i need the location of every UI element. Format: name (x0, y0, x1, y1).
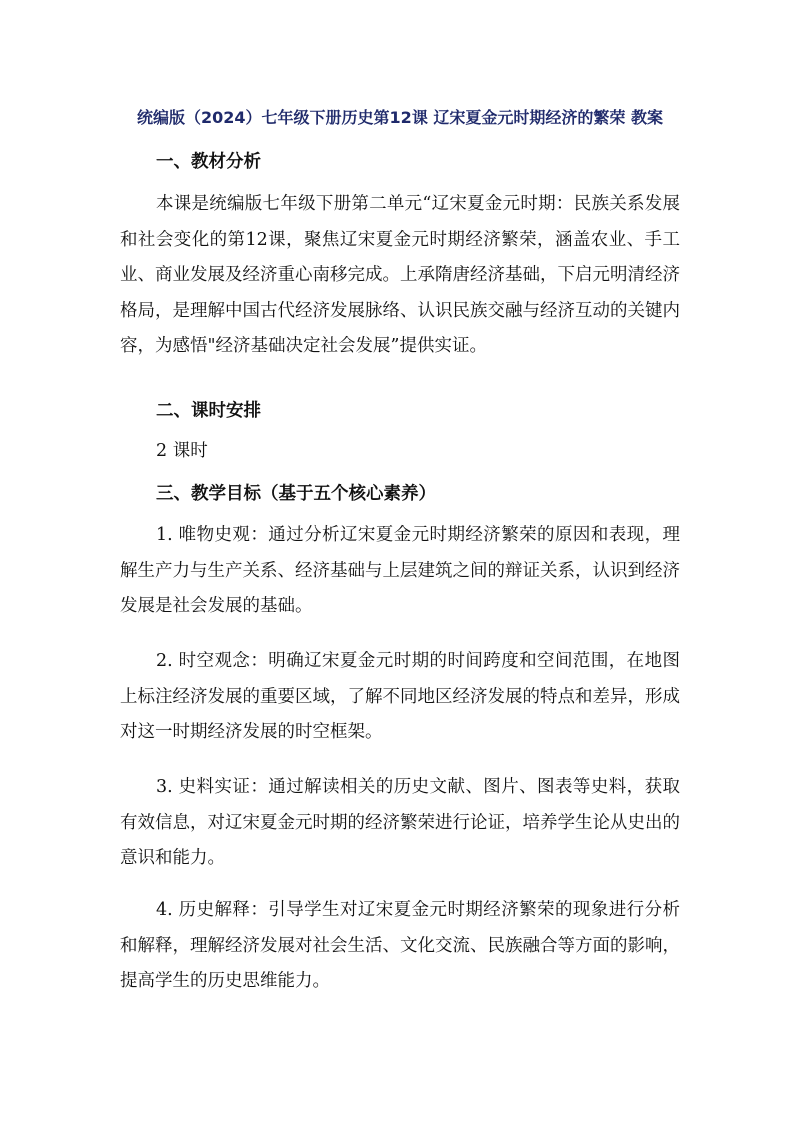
goal-historical-evidence: 3. 史料实证：通过解读相关的历史文献、图片、图表等史料，获取有效信息，对辽宋夏金元时期的经济繁荣进行论证，培养学生论从史出的意识和能力。 (120, 777, 680, 868)
section-heading-textbook-analysis: 一、教材分析 (156, 152, 261, 172)
section-heading-teaching-goals: 三、教学目标（基于五个核心素养） (156, 484, 436, 504)
goal-time-space-concept: 2. 时空观念：明确辽宋夏金元时期的时间跨度和空间范围，在地图上标注经济发展的重要区域，了解不同地区经济发展的特点和差异，形成对这一时期经济发展的时空框架。 (120, 651, 680, 742)
section-heading-class-hours: 二、课时安排 (156, 401, 261, 421)
goal-historical-materialism: 1. 唯物史观：通过分析辽宋夏金元时期经济繁荣的原因和表现，理解生产力与生产关系、经济基础与上层建筑之间的辩证关系，认识到经济发展是社会发展的基础。 (120, 525, 680, 616)
goal-historical-interpretation: 4. 历史解释：引导学生对辽宋夏金元时期经济繁荣的现象进行分析和解释，理解经济发展对社会生活、文化交流、民族融合等方面的影响，提高学生的历史思维能力。 (120, 900, 680, 991)
class-hours-value: 2 课时 (156, 441, 208, 461)
document-title: 统编版（2024）七年级下册历史第12课 辽宋夏金元时期经济的繁荣 教案 (137, 108, 663, 127)
textbook-analysis-paragraph: 本课是统编版七年级下册第二单元“辽宋夏金元时期：民族关系发展和社会变化的第12课，聚焦辽宋夏金元时期经济繁荣，涵盖农业、手工业、商业发展及经济重心南移完成。上承隋唐经济基础，下启元明清经济格局，是理解中国古代经济发展脉络、认识民族交融与经济互动的关键内容，为感悟"经济基础决定社会发展”提供实证。 (120, 194, 680, 356)
